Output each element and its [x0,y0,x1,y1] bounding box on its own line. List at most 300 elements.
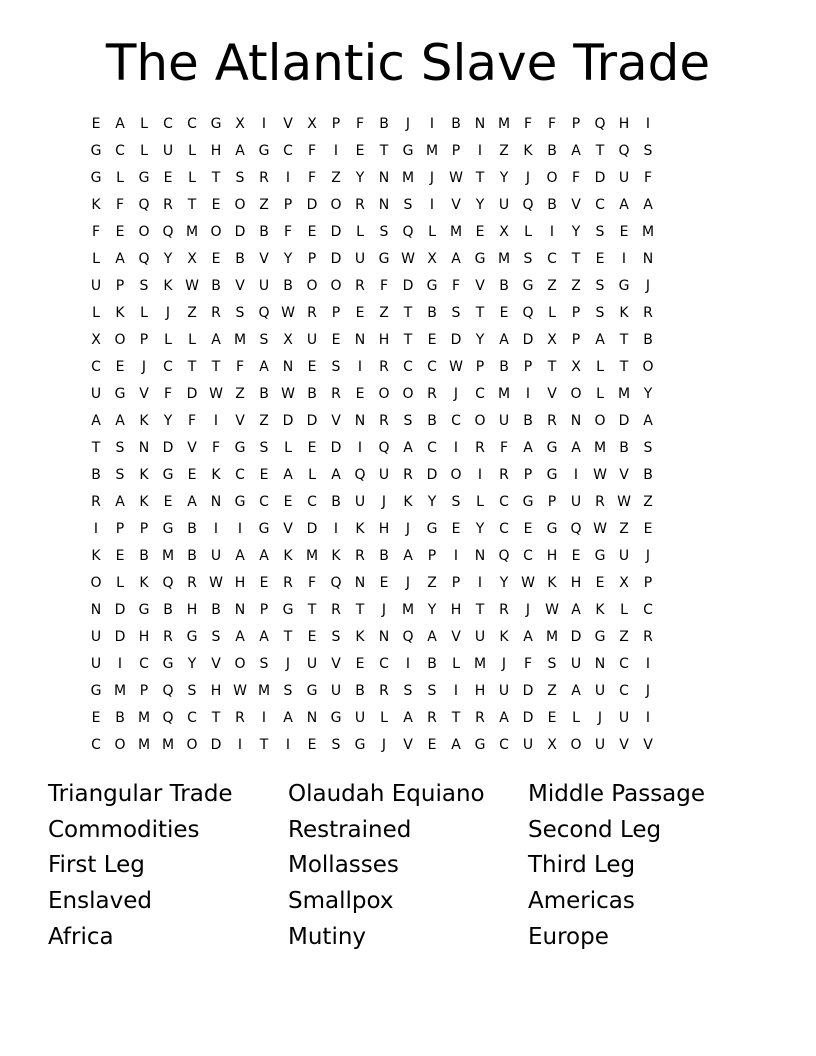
grid-cell: L [596,359,604,375]
grid-cell: K [139,494,149,510]
grid-cell: I [645,710,651,726]
grid-cell: B [307,386,317,402]
grid-cell: E [307,629,317,645]
grid-cell: I [285,170,291,186]
grid-cell: D [234,224,246,240]
grid-cell: D [522,683,534,699]
grid-cell: T [619,359,629,375]
grid-cell: L [308,467,316,483]
grid-cell: G [426,278,438,294]
grid-cell: A [643,413,653,429]
grid-cell: C [187,116,197,132]
grid-cell: W [281,386,295,402]
word-list-item: Restrained [288,816,412,843]
grid-cell: F [451,278,461,294]
grid-cell: S [115,467,125,483]
grid-cell: U [618,170,630,186]
grid-row [84,111,732,138]
grid-cell: O [90,575,102,591]
grid-cell: B [235,251,245,267]
grid-cell: I [525,386,531,402]
grid-cell: A [403,710,413,726]
grid-cell: H [618,116,630,132]
grid-cell: Q [138,251,150,267]
grid-cell: V [451,197,461,213]
grid-cell: P [139,683,149,699]
grid-cell: I [573,467,579,483]
grid-cell: N [378,197,390,213]
grid-cell: Q [162,224,174,240]
grid-row [84,381,732,408]
grid-cell: M [161,548,175,564]
grid-cell: K [139,467,149,483]
grid-cell: Q [522,305,534,321]
grid-cell: R [595,494,605,510]
grid-cell: S [403,197,413,213]
grid-cell: O [570,737,582,753]
grid-cell: O [330,278,342,294]
grid-cell: G [306,683,318,699]
grid-cell: M [425,143,439,159]
grid-cell: L [164,332,172,348]
grid-cell: C [595,197,605,213]
grid-cell: J [141,359,147,375]
grid-cell: A [523,629,533,645]
grid-cell: K [403,494,413,510]
grid-cell: E [259,575,269,591]
grid-cell: K [211,467,221,483]
grid-cell: R [379,683,389,699]
grid-cell: U [90,629,102,645]
grid-cell: P [139,332,149,348]
grid-cell: U [354,494,366,510]
grid-cell: B [211,278,221,294]
grid-cell: G [594,548,606,564]
grid-cell: C [403,359,413,375]
grid-cell: I [237,737,243,753]
grid-cell: T [307,602,317,618]
grid-cell: F [355,116,365,132]
grid-cell: U [90,386,102,402]
grid-cell: Z [379,305,389,321]
grid-cell: A [571,143,581,159]
grid-cell: I [261,116,267,132]
grid-cell: G [546,521,558,537]
grid-cell: Z [571,278,581,294]
grid-cell: A [115,116,125,132]
grid-cell: X [427,251,437,267]
grid-cell: Q [162,575,174,591]
grid-cell: I [285,737,291,753]
grid-cell: D [162,440,174,456]
grid-cell: D [402,278,414,294]
grid-cell: E [499,305,509,321]
grid-cell: N [306,710,318,726]
grid-cell: G [138,602,150,618]
grid-cell: A [595,332,605,348]
grid-cell: F [235,359,245,375]
grid-cell: A [571,602,581,618]
grid-cell: R [211,305,221,321]
grid-row [84,462,732,489]
grid-cell: R [187,575,197,591]
grid-cell: J [597,710,603,726]
grid-cell: A [115,494,125,510]
grid-cell: K [91,548,101,564]
grid-cell: Q [162,710,174,726]
grid-cell: G [114,386,126,402]
grid-cell: O [474,413,486,429]
grid-cell: C [499,521,509,537]
grid-cell: A [235,143,245,159]
grid-cell: E [115,359,125,375]
grid-cell: L [620,602,628,618]
grid-cell: T [595,143,605,159]
grid-cell: E [307,359,317,375]
grid-cell: X [283,332,293,348]
grid-row [84,570,732,597]
grid-row [84,165,732,192]
grid-cell: I [213,521,219,537]
grid-cell: Y [283,251,293,267]
grid-cell: M [545,629,559,645]
grid-cell: A [451,737,461,753]
grid-cell: T [211,710,221,726]
grid-cell: S [115,440,125,456]
grid-cell: P [523,359,533,375]
grid-cell: E [115,548,125,564]
grid-cell: V [547,386,557,402]
grid-cell: U [498,413,510,429]
grid-cell: E [307,737,317,753]
grid-cell: G [330,710,342,726]
grid-cell: Q [522,197,534,213]
grid-cell: E [91,116,101,132]
grid-cell: D [426,467,438,483]
grid-cell: P [427,548,437,564]
grid-cell: V [331,656,341,672]
grid-cell: C [475,386,485,402]
grid-cell: A [403,548,413,564]
grid-cell: N [234,602,246,618]
grid-cell: G [234,440,246,456]
word-list [48,777,768,955]
grid-cell: S [259,656,269,672]
grid-cell: R [235,710,245,726]
grid-row [84,192,732,219]
grid-cell: U [354,251,366,267]
grid-cell: I [429,197,435,213]
grid-cell: Q [570,521,582,537]
grid-cell: E [427,332,437,348]
grid-cell: R [643,305,653,321]
grid-cell: Q [594,116,606,132]
grid-cell: F [499,440,509,456]
grid-cell: V [403,737,413,753]
grid-cell: T [475,305,485,321]
grid-cell: F [91,224,101,240]
grid-cell: Z [427,575,437,591]
grid-cell: S [451,305,461,321]
grid-cell: E [523,521,533,537]
word-list-item: Europe [528,923,609,950]
grid-cell: A [235,629,245,645]
grid-cell: C [91,737,101,753]
grid-cell: R [331,386,341,402]
grid-cell: F [283,224,293,240]
grid-cell: N [642,251,654,267]
grid-cell: M [497,251,511,267]
grid-cell: W [233,683,247,699]
grid-cell: B [283,278,293,294]
grid-cell: Q [402,629,414,645]
grid-cell: U [330,683,342,699]
grid-cell: J [405,521,411,537]
grid-cell: B [355,683,365,699]
grid-cell: F [379,278,389,294]
grid-cell: M [233,332,247,348]
grid-cell: V [619,737,629,753]
grid-cell: T [187,359,197,375]
grid-cell: H [186,602,198,618]
grid-row [84,678,732,705]
grid-cell: N [90,602,102,618]
grid-cell: Z [547,683,557,699]
grid-cell: R [427,710,437,726]
grid-cell: E [355,305,365,321]
grid-cell: Y [355,170,365,186]
grid-cell: B [547,143,557,159]
word-list-item: Second Leg [528,816,662,843]
grid-cell: J [525,602,531,618]
grid-cell: L [596,386,604,402]
grid-cell: B [427,656,437,672]
grid-cell: Y [163,413,173,429]
grid-cell: C [259,494,269,510]
grid-cell: M [593,440,607,456]
grid-cell: P [571,305,581,321]
grid-cell: K [139,413,149,429]
grid-cell: O [210,224,222,240]
word-list-item: Commodities [48,816,200,843]
grid-cell: U [474,629,486,645]
grid-cell: G [546,440,558,456]
grid-cell: M [257,683,271,699]
grid-cell: B [163,602,173,618]
grid-cell: H [570,575,582,591]
grid-cell: P [115,278,125,294]
grid-cell: B [643,467,653,483]
grid-cell: K [91,197,101,213]
grid-cell: F [523,116,533,132]
grid-cell: O [570,386,582,402]
grid-cell: N [378,170,390,186]
grid-cell: N [474,548,486,564]
grid-cell: R [283,575,293,591]
grid-cell: R [427,386,437,402]
grid-cell: A [619,197,629,213]
grid-cell: B [427,305,437,321]
grid-cell: M [401,170,415,186]
grid-row [84,435,732,462]
grid-cell: F [211,440,221,456]
grid-cell: U [498,197,510,213]
grid-cell: G [186,629,198,645]
grid-cell: P [115,521,125,537]
grid-cell: M [305,548,319,564]
grid-cell: D [330,224,342,240]
grid-cell: W [449,170,463,186]
grid-cell: L [572,710,580,726]
grid-cell: W [185,278,199,294]
grid-cell: Z [235,386,245,402]
grid-cell: J [285,656,291,672]
grid-cell: Z [331,170,341,186]
grid-cell: O [450,467,462,483]
grid-cell: E [211,251,221,267]
grid-cell: J [405,116,411,132]
grid-cell: Y [643,386,653,402]
grid-cell: X [499,224,509,240]
grid-cell: B [211,602,221,618]
grid-cell: E [283,494,293,510]
grid-cell: E [211,197,221,213]
grid-cell: E [643,521,653,537]
grid-cell: E [451,521,461,537]
grid-cell: R [331,602,341,618]
grid-cell: R [499,602,509,618]
grid-cell: S [331,359,341,375]
grid-cell: R [307,305,317,321]
grid-cell: O [642,359,654,375]
grid-cell: T [475,170,485,186]
grid-cell: A [235,548,245,564]
grid-cell: A [331,467,341,483]
grid-cell: B [379,548,389,564]
grid-cell: E [547,710,557,726]
grid-cell: U [594,737,606,753]
grid-cell: Z [499,143,509,159]
grid-cell: V [211,656,221,672]
word-list-item: Olaudah Equiano [288,781,485,807]
grid-cell: V [235,413,245,429]
grid-cell: C [235,467,245,483]
grid-row [84,300,732,327]
grid-cell: V [139,386,149,402]
grid-cell: I [357,440,363,456]
grid-cell: J [405,575,411,591]
grid-cell: W [281,305,295,321]
grid-cell: O [402,386,414,402]
grid-cell: I [261,710,267,726]
grid-cell: G [522,278,534,294]
grid-cell: L [188,170,196,186]
grid-cell: Y [427,602,437,618]
grid-cell: S [139,278,149,294]
grid-cell: E [307,440,317,456]
grid-cell: E [115,224,125,240]
grid-cell: G [426,521,438,537]
grid-cell: H [450,602,462,618]
grid-cell: M [497,386,511,402]
grid-cell: I [93,521,99,537]
word-list-item: Smallpox [288,888,394,915]
grid-cell: G [546,467,558,483]
grid-cell: C [451,413,461,429]
grid-cell: X [187,251,197,267]
grid-cell: G [282,602,294,618]
grid-cell: C [499,494,509,510]
grid-cell: O [234,197,246,213]
grid-cell: U [594,683,606,699]
grid-cell: U [162,143,174,159]
grid-cell: R [355,548,365,564]
grid-cell: F [547,116,557,132]
grid-cell: G [162,467,174,483]
grid-cell: G [162,656,174,672]
grid-cell: Y [475,521,485,537]
grid-cell: E [91,710,101,726]
grid-cell: L [476,494,484,510]
grid-cell: L [428,224,436,240]
grid-cell: F [307,170,317,186]
grid-cell: M [473,656,487,672]
grid-cell: I [453,548,459,564]
grid-cell: J [525,170,531,186]
grid-cell: D [306,413,318,429]
grid-cell: L [116,170,124,186]
grid-cell: K [499,629,509,645]
grid-cell: I [477,575,483,591]
word-list-item: Triangular Trade [48,781,233,807]
grid-cell: P [571,116,581,132]
grid-cell: I [429,116,435,132]
grid-cell: I [453,440,459,456]
grid-cell: O [594,413,606,429]
grid-cell: W [209,575,223,591]
grid-cell: U [618,710,630,726]
grid-cell: Y [187,656,197,672]
grid-cell: G [234,494,246,510]
grid-cell: C [619,683,629,699]
grid-cell: D [306,197,318,213]
grid-cell: S [427,683,437,699]
grid-cell: T [547,359,557,375]
grid-cell: L [380,710,388,726]
grid-cell: U [522,737,534,753]
grid-cell: N [378,629,390,645]
word-list-item: Mutiny [288,923,367,950]
grid-cell: E [427,737,437,753]
word-list-item: Middle Passage [528,781,706,807]
word-list-item: Mollasses [288,852,399,879]
grid-cell: S [379,224,389,240]
grid-cell: M [497,116,511,132]
grid-cell: B [115,710,125,726]
grid-cell: R [475,710,485,726]
grid-cell: A [523,440,533,456]
grid-row [84,327,732,354]
grid-cell: V [331,413,341,429]
grid-cell: Z [619,521,629,537]
grid-cell: D [522,332,534,348]
grid-cell: L [188,143,196,159]
grid-cell: H [474,683,486,699]
grid-cell: H [378,521,390,537]
grid-cell: I [645,656,651,672]
grid-cell: D [306,521,318,537]
grid-cell: A [283,710,293,726]
